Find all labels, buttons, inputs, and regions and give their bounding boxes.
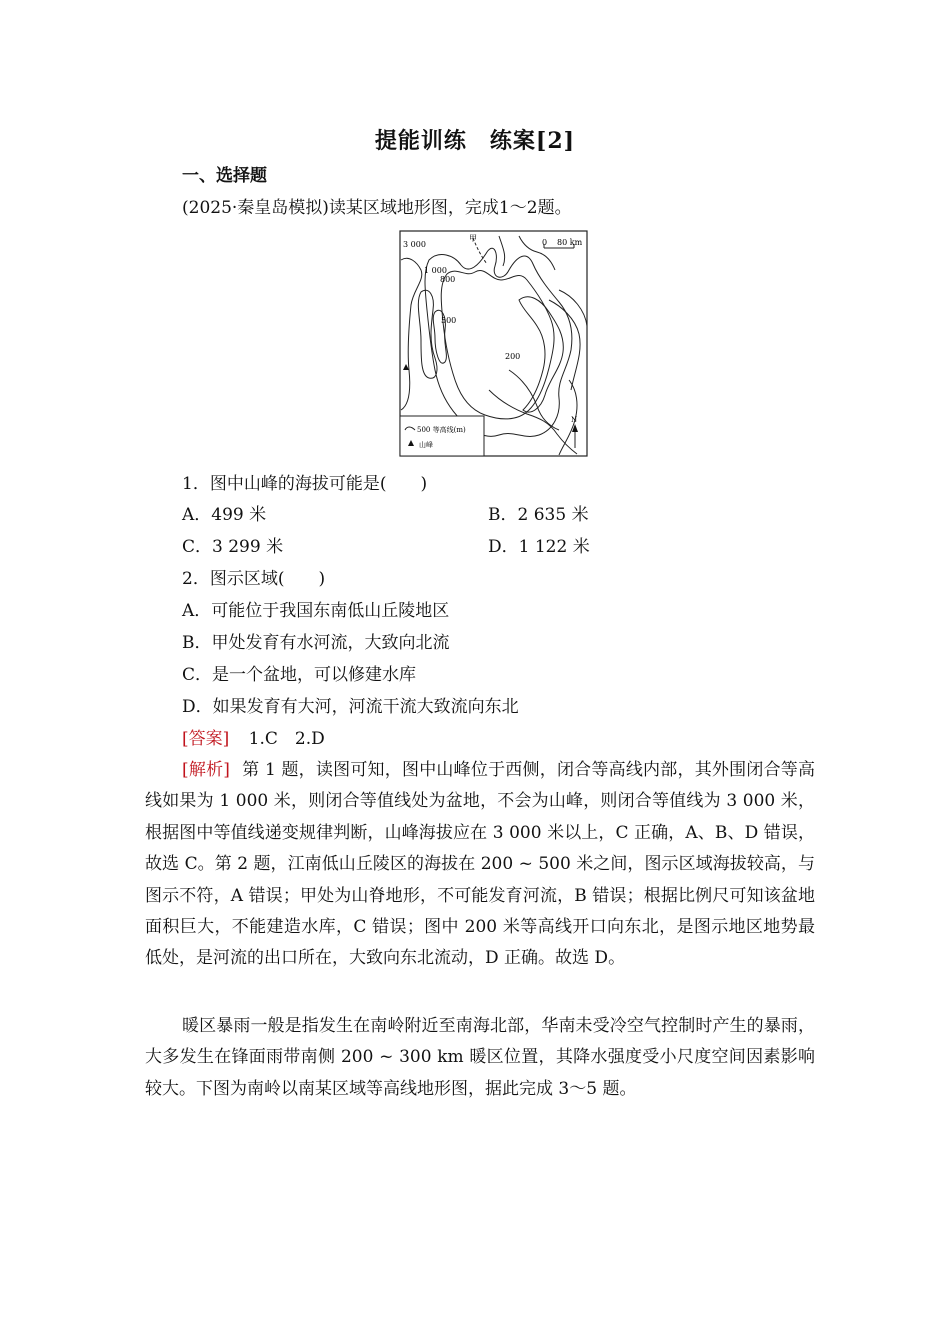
intro-text-2: 暖区暴雨一般是指发生在南岭附近至南海北部，华南未受冷空气控制时产生的暴雨，大多发生在锋面雨带南侧 200 ~ 300 km 暖区位置，其降水强度受小尺度空间因素影响较大。下图为南岭以南某区域等高线地形图，据此完成 3～5 题。 <box>145 1016 815 1099</box>
analysis-tag: [解析] <box>182 760 230 780</box>
scale-zero: 0 <box>542 238 548 247</box>
question-2-option-a: A．可能位于我国东南低山丘陵地区 <box>182 601 450 621</box>
label-contour-800: 800 <box>440 275 456 284</box>
question-2-option-b: B．甲处发育有水河流，大致向北流 <box>182 633 450 653</box>
label-contour-1000: 1 000 <box>424 266 447 275</box>
north-label: N <box>571 416 578 424</box>
question-2-option-c: C．是一个盆地，可以修建水库 <box>182 665 417 685</box>
question-1-option-b: B．2 635 米 <box>488 505 589 525</box>
question-1-option-d: D．1 122 米 <box>488 537 590 557</box>
question-1-stem: 1．图中山峰的海拔可能是( ) <box>182 474 428 494</box>
question-1-option-a: A．499 米 <box>182 505 267 525</box>
question-1-option-c: C．3 299 米 <box>182 537 284 557</box>
label-contour-200: 200 <box>505 352 521 361</box>
intro-text-1: (2025·秦皇岛模拟)读某区域地形图，完成1～2题。 <box>182 198 572 218</box>
page-title: 提能训练 练案[2] <box>374 128 576 154</box>
answer-line <box>182 727 325 751</box>
topographic-map <box>399 230 589 458</box>
label-jia: 甲 <box>469 234 477 243</box>
label-contour-500: 500 <box>441 316 457 325</box>
answer-tag: [答案] <box>182 729 230 749</box>
section-heading: 一、选择题 <box>182 166 267 186</box>
question-2-option-d: D．如果发育有大河，河流干流大致流向东北 <box>182 697 519 717</box>
legend-contour: 500 等高线(m) <box>417 426 466 434</box>
scale-length: 80 km <box>557 238 583 247</box>
answer-text: 1.C 2.D <box>248 729 325 749</box>
analysis-text: 第 1 题，读图可知，图中山峰位于西侧，闭合等高线内部，其外围闭合等高线如果为 1 000 米，则闭合等值线处为盆地，不会为山峰，则闭合等值线为 3 000 米，根据图中等值线递变规律判断，山峰海拔应在 3 000 米以上，C 正确，A、B、D 错误，故选 C。第 2 题，江南低山丘陵区的海拔在 200 ~ 500 米之间，图示区域海拔较高，与图示不符，A 错误；甲处为山脊地形，不可能发育河流，B 错误；根据比例尺可知该盆地面积巨大，不能建造水库，C 错误；图中 200 米等高线开口向东北，是图示地区地势最低处，是河流的出口所在，大致向东北流动，D 正确。故选 D。 <box>145 760 816 969</box>
question-2-stem: 2．图示区域( ) <box>182 569 326 589</box>
label-contour-3000: 3 000 <box>403 240 426 249</box>
analysis-paragraph <box>145 755 815 975</box>
legend-peak: 山峰 <box>419 441 433 449</box>
